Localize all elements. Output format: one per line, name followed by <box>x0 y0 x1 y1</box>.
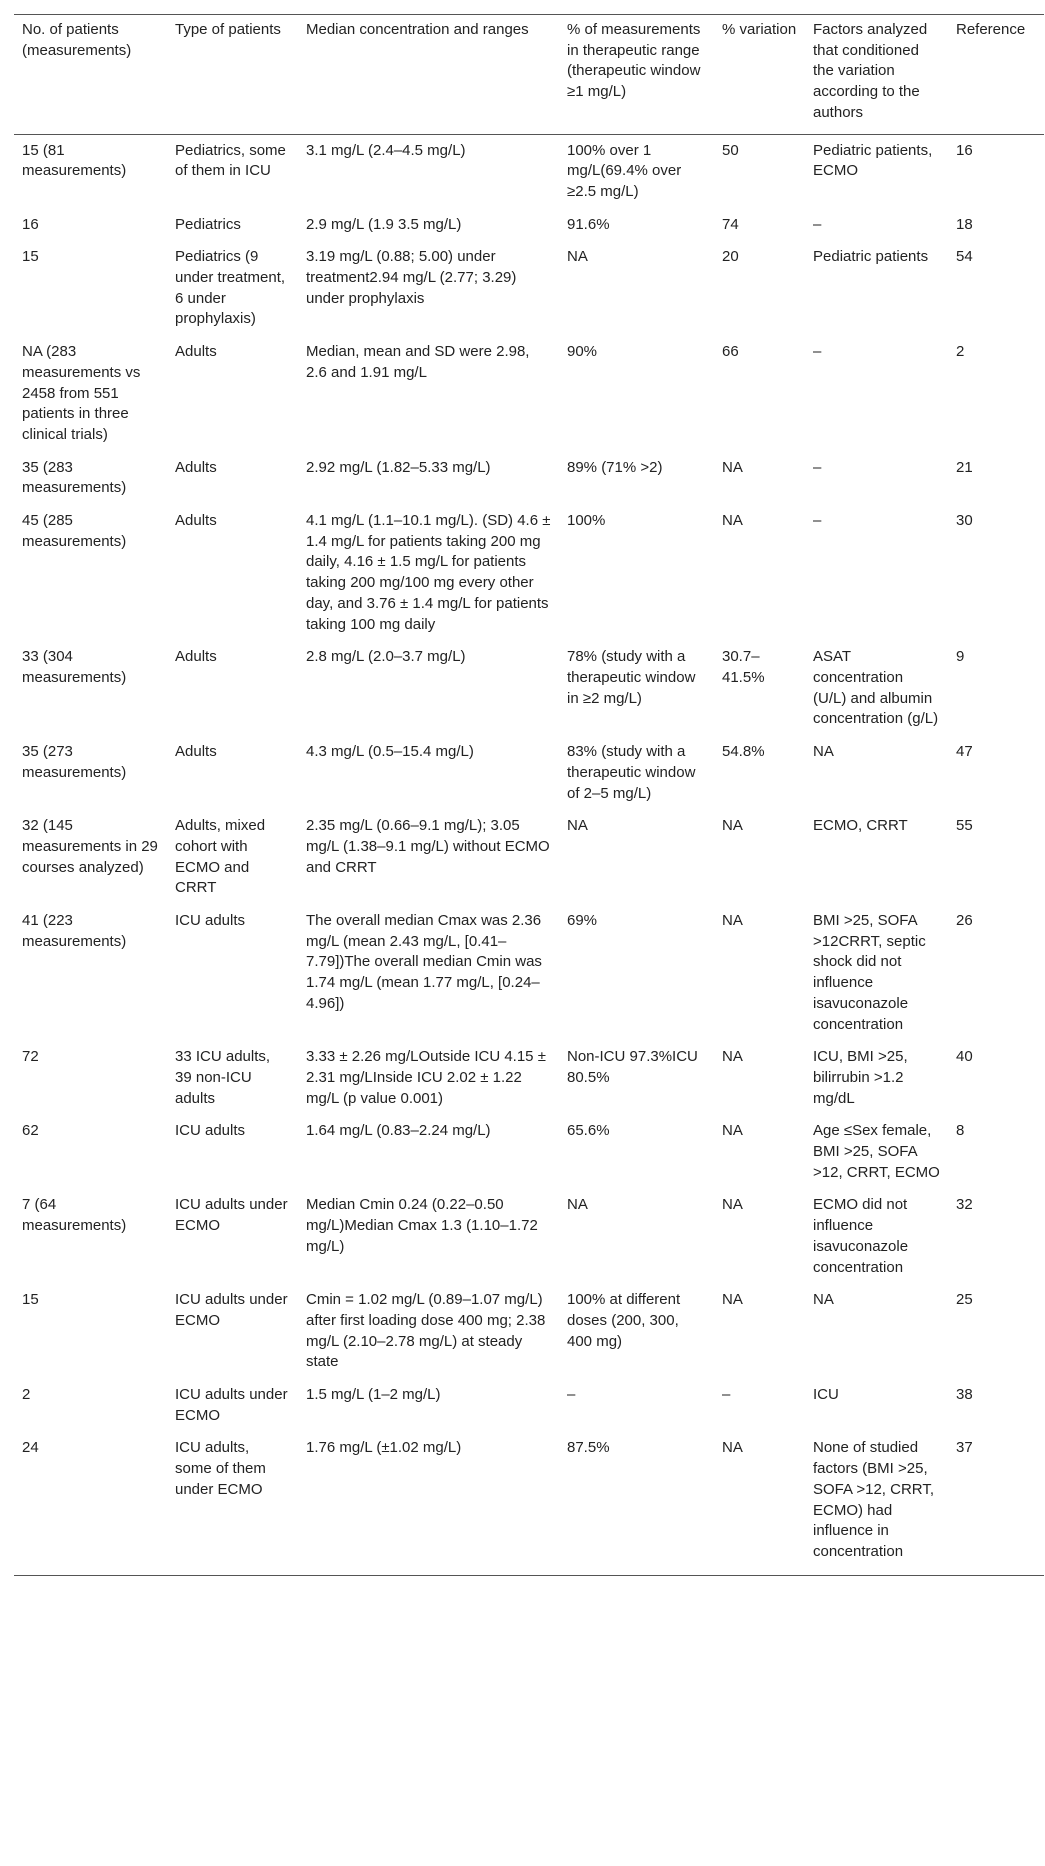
patients-cell: 15 <box>22 1291 39 1309</box>
table-row <box>14 458 1044 511</box>
patients-cell: 62 <box>22 1122 39 1140</box>
therapeutic-range-cell: – <box>567 1386 576 1404</box>
table-row <box>14 511 1044 647</box>
reference-cell: 38 <box>956 1386 973 1404</box>
concentration-cell: 1.64 mg/L (0.83–2.24 mg/L) <box>306 1122 491 1140</box>
concentration-cell: 1.76 mg/L (±1.02 mg/L) <box>306 1439 462 1457</box>
header-percent-variation: % variation <box>722 21 797 38</box>
therapeutic-range-cell: 90% <box>567 343 598 361</box>
patient-type-cell: Adults <box>175 648 217 666</box>
concentration-cell: 3.19 mg/L (0.88; 5.00) under treatment2.94 mg/L (2.77; 3.29) under prophylaxis <box>306 248 517 307</box>
factors-cell: – <box>813 512 822 530</box>
variation-cell: 20 <box>722 248 739 266</box>
concentration-cell: Cmin = 1.02 mg/L (0.89–1.07 mg/L) after first loading dose 400 mg; 2.38 mg/L (2.10–2.78 mg/L) at steady state <box>306 1291 546 1371</box>
reference-cell: 16 <box>956 141 973 159</box>
therapeutic-range-cell: 100% at different doses (200, 300, 400 mg) <box>567 1291 681 1350</box>
table-row <box>14 134 1044 215</box>
patient-type-cell: Adults, mixed cohort with ECMO and CRRT <box>175 817 266 897</box>
patient-type-cell: ICU adults under ECMO <box>175 1196 288 1235</box>
reference-cell: 32 <box>956 1196 973 1214</box>
variation-cell: 50 <box>722 141 739 159</box>
factors-cell: NA <box>813 743 834 761</box>
concentration-cell: 3.33 ± 2.26 mg/LOutside ICU 4.15 ± 2.31 mg/LInside ICU 2.02 ± 1.22 mg/L (p value 0.001) <box>306 1048 546 1107</box>
variation-cell: NA <box>722 1122 743 1140</box>
variation-cell: 30.7–41.5% <box>722 648 765 686</box>
table-header <box>14 15 1044 135</box>
therapeutic-range-cell: 87.5% <box>567 1439 610 1457</box>
patient-type-cell: ICU adults <box>175 912 246 930</box>
header-type-of-patients: Type of patients <box>175 21 281 38</box>
patient-type-cell: Adults <box>175 343 217 361</box>
reference-cell: 30 <box>956 512 973 530</box>
factors-cell: Pediatric patients, ECMO <box>813 141 933 180</box>
patient-type-cell: 33 ICU adults, 39 non-ICU adults <box>175 1048 271 1107</box>
concentration-cell: The overall median Cmax was 2.36 mg/L (mean 2.43 mg/L, [0.41–7.79])The overall median Cmin was 1.74 mg/L (mean 1.77 mg/L, [0.24–4.96]) <box>306 912 542 1012</box>
patient-type-cell: Pediatrics, some of them in ICU <box>175 141 286 180</box>
variation-cell: NA <box>722 1196 743 1214</box>
table-row <box>14 911 1044 1047</box>
patients-cell: NA (283 measurements vs 2458 from 551 patients in three clinical trials) <box>22 343 141 443</box>
concentration-cell: 2.8 mg/L (2.0–3.7 mg/L) <box>306 648 466 666</box>
factors-cell: NA <box>813 1291 834 1309</box>
concentration-cell: 2.35 mg/L (0.66–9.1 mg/L); 3.05 mg/L (1.38–9.1 mg/L) without ECMO and CRRT <box>306 817 550 876</box>
variation-cell: 54.8% <box>722 743 765 761</box>
variation-cell: NA <box>722 512 743 530</box>
variation-cell: NA <box>722 1291 743 1309</box>
therapeutic-range-cell: 65.6% <box>567 1122 610 1140</box>
patients-cell: 72 <box>22 1048 39 1066</box>
therapeutic-range-cell: Non-ICU 97.3%ICU 80.5% <box>567 1048 698 1086</box>
patients-cell: 15 <box>22 248 39 266</box>
patients-cell: 35 (283 measurements) <box>22 458 127 497</box>
header-no-of-patients: No. of patients (measurements) <box>22 21 132 59</box>
header-row <box>14 15 1044 135</box>
patients-cell: 41 (223 measurements) <box>22 912 127 950</box>
patient-type-cell: Adults <box>175 458 217 476</box>
reference-cell: 40 <box>956 1048 973 1066</box>
variation-cell: NA <box>722 817 743 835</box>
therapeutic-range-cell: 83% (study with a therapeutic window of 2–5 mg/L) <box>567 743 696 802</box>
patients-cell: 15 (81 measurements) <box>22 141 127 180</box>
patients-cell: 35 (273 measurements) <box>22 743 127 781</box>
factors-cell: ICU <box>813 1386 839 1404</box>
patient-type-cell: ICU adults under ECMO <box>175 1386 288 1424</box>
concentration-cell: 4.3 mg/L (0.5–15.4 mg/L) <box>306 743 474 761</box>
concentration-cell: 2.9 mg/L (1.9 3.5 mg/L) <box>306 215 462 233</box>
therapeutic-range-cell: 91.6% <box>567 215 610 233</box>
variation-cell: NA <box>722 1439 743 1457</box>
header-reference: Reference <box>956 21 1026 38</box>
reference-cell: 21 <box>956 458 973 476</box>
patient-type-cell: Adults <box>175 743 217 761</box>
concentration-cell: 1.5 mg/L (1–2 mg/L) <box>306 1386 441 1404</box>
patient-type-cell: ICU adults under ECMO <box>175 1291 288 1329</box>
patients-cell: 16 <box>22 215 39 233</box>
factors-cell: ECMO, CRRT <box>813 817 908 835</box>
reference-cell: 37 <box>956 1439 973 1457</box>
therapeutic-range-cell: 89% (71% >2) <box>567 458 663 476</box>
therapeutic-range-cell: 78% (study with a therapeutic window in ≥2 mg/L) <box>567 648 696 707</box>
table-row <box>14 342 1044 458</box>
patient-type-cell: ICU adults <box>175 1122 246 1140</box>
reference-cell: 2 <box>956 343 965 361</box>
factors-cell: ICU, BMI >25, bilirrubin >1.2 mg/dL <box>813 1048 908 1107</box>
concentration-cell: 2.92 mg/L (1.82–5.33 mg/L) <box>306 458 491 476</box>
patients-cell: 2 <box>22 1386 31 1404</box>
isavuconazole-concentration-table <box>14 14 1044 1576</box>
table-row <box>14 247 1044 342</box>
factors-cell: ASAT concentration (U/L) and albumin concentration (g/L) <box>813 648 939 728</box>
patients-cell: 24 <box>22 1439 39 1457</box>
table-row <box>14 1290 1044 1385</box>
variation-cell: 66 <box>722 343 739 361</box>
table-body <box>14 134 1044 1575</box>
factors-cell: ECMO did not influence isavuconazole concentration <box>813 1196 909 1276</box>
header-factors-analyzed: Factors analyzed that conditioned the variation according to the authors <box>813 21 928 121</box>
factors-cell: Age ≤Sex female, BMI >25, SOFA >12, CRRT, ECMO <box>813 1122 940 1181</box>
therapeutic-range-cell: 100% over 1 mg/L(69.4% over ≥2.5 mg/L) <box>567 141 682 200</box>
header-percent-in-range: % of measurements in therapeutic range (therapeutic window ≥1 mg/L) <box>567 21 701 101</box>
header-median-concentration: Median concentration and ranges <box>306 21 529 38</box>
therapeutic-range-cell: NA <box>567 248 588 266</box>
concentration-cell: 3.1 mg/L (2.4–4.5 mg/L) <box>306 141 466 159</box>
variation-cell: NA <box>722 458 743 476</box>
patient-type-cell: Pediatrics (9 under treatment, 6 under prophylaxis) <box>175 248 286 328</box>
variation-cell: NA <box>722 1048 743 1066</box>
reference-cell: 54 <box>956 248 973 266</box>
factors-cell: – <box>813 458 822 476</box>
reference-cell: 9 <box>956 648 965 666</box>
factors-cell: – <box>813 343 822 361</box>
factors-cell: BMI >25, SOFA >12CRRT, septic shock did not influence isavuconazole concentration <box>813 912 926 1033</box>
patient-type-cell: ICU adults, some of them under ECMO <box>175 1439 266 1498</box>
table-row <box>14 1121 1044 1195</box>
table-row <box>14 215 1044 248</box>
table-row <box>14 1438 1044 1575</box>
table-row <box>14 647 1044 742</box>
concentration-cell: Median, mean and SD were 2.98, 2.6 and 1.91 mg/L <box>306 343 530 381</box>
table-row <box>14 1385 1044 1438</box>
therapeutic-range-cell: NA <box>567 817 588 835</box>
patients-cell: 32 (145 measurements in 29 courses analyzed) <box>22 817 158 876</box>
table-row <box>14 816 1044 911</box>
reference-cell: 18 <box>956 215 973 233</box>
concentration-cell: 4.1 mg/L (1.1–10.1 mg/L). (SD) 4.6 ± 1.4 mg/L for patients taking 200 mg daily, 4.16 ± 1.5 mg/L for patients taking 200 mg/100 mg every other day, and 3.76 ± 1.4 mg/L for patients taking 100 mg daily <box>306 512 551 633</box>
reference-cell: 55 <box>956 817 973 835</box>
patients-cell: 7 (64 measurements) <box>22 1196 127 1235</box>
reference-cell: 8 <box>956 1122 965 1140</box>
factors-cell: Pediatric patients <box>813 248 929 266</box>
reference-cell: 25 <box>956 1291 973 1309</box>
therapeutic-range-cell: NA <box>567 1196 588 1214</box>
table-row <box>14 1195 1044 1290</box>
patient-type-cell: Pediatrics <box>175 215 241 233</box>
table-row <box>14 1047 1044 1121</box>
variation-cell: NA <box>722 912 743 930</box>
patients-cell: 33 (304 measurements) <box>22 648 127 686</box>
patients-cell: 45 (285 measurements) <box>22 512 127 550</box>
reference-cell: 26 <box>956 912 973 930</box>
table-row <box>14 742 1044 816</box>
concentration-cell: Median Cmin 0.24 (0.22–0.50 mg/L)Median Cmax 1.3 (1.10–1.72 mg/L) <box>306 1196 538 1255</box>
factors-cell: None of studied factors (BMI >25, SOFA >12, CRRT, ECMO) had influence in concentration <box>813 1439 935 1560</box>
factors-cell: – <box>813 215 822 233</box>
patient-type-cell: Adults <box>175 512 217 530</box>
therapeutic-range-cell: 69% <box>567 912 598 930</box>
variation-cell: 74 <box>722 215 739 233</box>
variation-cell: – <box>722 1386 731 1404</box>
reference-cell: 47 <box>956 743 973 761</box>
therapeutic-range-cell: 100% <box>567 512 606 530</box>
